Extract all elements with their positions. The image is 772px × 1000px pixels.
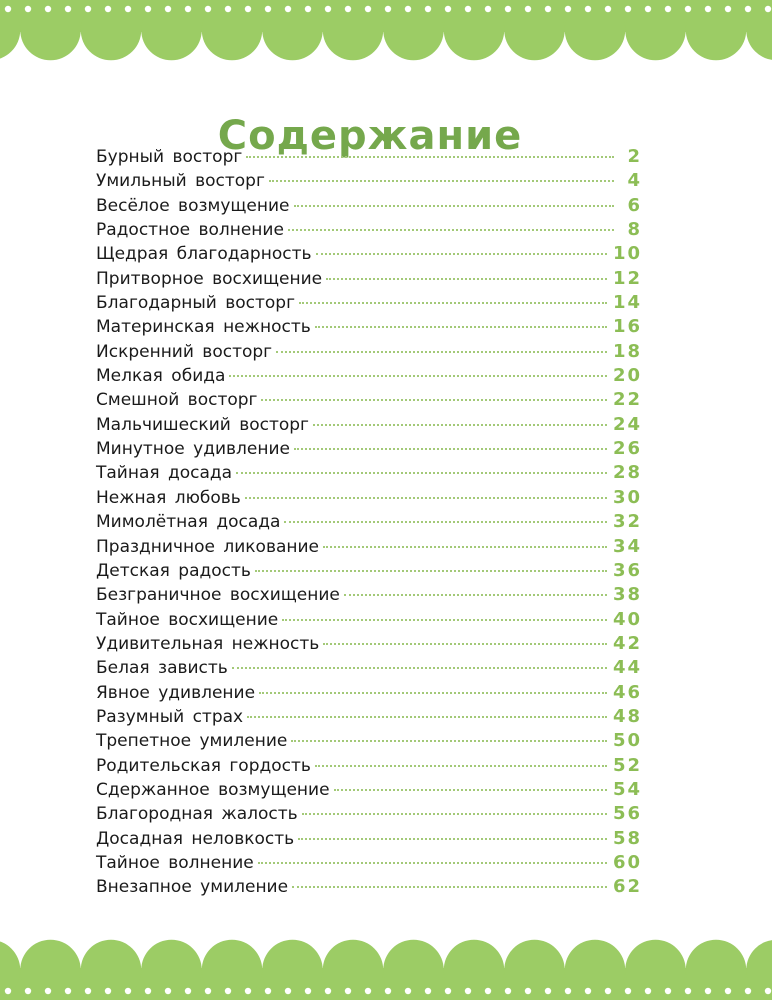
toc-entry-title: Сдержанное возмущение [96, 779, 330, 800]
toc-entry[interactable] [96, 706, 642, 730]
toc-entry-title: Трепетное умиление [96, 731, 288, 752]
toc-entry[interactable] [96, 170, 642, 194]
dot-leader [232, 667, 607, 669]
toc-page-number: 36 [612, 559, 642, 581]
toc-page-number: 16 [612, 316, 642, 338]
toc-entry[interactable] [96, 511, 642, 535]
dot-leader [258, 862, 607, 864]
toc-page-number: 22 [612, 389, 642, 411]
toc-page-number: 12 [612, 267, 642, 289]
toc-entry[interactable] [96, 633, 642, 657]
dot-leader [282, 619, 607, 621]
toc-entry[interactable] [96, 828, 642, 852]
toc-page-number: 62 [612, 876, 642, 898]
toc-entry-title: Внезапное умиление [96, 877, 289, 898]
toc-entry[interactable] [96, 243, 642, 267]
toc-entry[interactable] [96, 560, 642, 584]
dot-leader [255, 570, 607, 572]
toc-entry[interactable] [96, 316, 642, 340]
toc-page-number: 2 [627, 146, 642, 167]
dot-leader [299, 302, 607, 304]
dot-leader [276, 351, 607, 353]
toc-entry[interactable] [96, 219, 642, 243]
toc-page-number: 38 [612, 584, 642, 606]
dot-leader [294, 205, 615, 207]
toc-entry-title: Минутное удивление [96, 439, 291, 460]
toc-page-number: 28 [612, 462, 642, 484]
dot-leader [236, 472, 607, 474]
dot-leader [259, 692, 607, 694]
toc-page-number: 50 [612, 730, 642, 752]
toc-entry-title: Материнская нежность [96, 317, 311, 338]
toc-entry[interactable] [96, 609, 642, 633]
toc-entry[interactable] [96, 536, 642, 560]
toc-entry-title: Родительская гордость [96, 755, 311, 776]
toc-entry[interactable] [96, 341, 642, 365]
toc-entry-title: Белая зависть [96, 658, 228, 679]
toc-entry-title: Тайное волнение [96, 852, 254, 873]
dot-leader [291, 740, 607, 742]
table-of-contents [96, 146, 642, 901]
toc-entry[interactable] [96, 803, 642, 827]
toc-entry[interactable] [96, 195, 642, 219]
toc-entry[interactable] [96, 438, 642, 462]
toc-entry[interactable] [96, 292, 642, 316]
toc-page-number: 56 [612, 803, 642, 825]
toc-entry[interactable] [96, 779, 642, 803]
toc-entry-title: Разумный страх [96, 706, 244, 727]
toc-entry-title: Радостное волнение [96, 220, 284, 241]
dot-leader [247, 716, 607, 718]
toc-entry[interactable] [96, 876, 642, 900]
toc-entry[interactable] [96, 657, 642, 681]
top-scalloped-border [0, 0, 772, 70]
toc-entry-title: Удивительная нежность [96, 633, 320, 654]
toc-page-number: 14 [612, 292, 642, 314]
toc-entry-title: Бурный восторг [96, 147, 243, 167]
toc-page-number: 30 [612, 486, 642, 508]
dot-leader [313, 424, 607, 426]
toc-page-number: 44 [612, 657, 642, 679]
dot-leader [326, 278, 607, 280]
toc-page-number: 60 [612, 851, 642, 873]
toc-entry[interactable] [96, 730, 642, 754]
toc-entry-title: Тайная досада [96, 463, 233, 484]
toc-entry[interactable] [96, 462, 642, 486]
toc-page-number: 52 [612, 754, 642, 776]
toc-page-number: 4 [627, 170, 642, 192]
toc-page-number: 42 [612, 632, 642, 654]
toc-entry-title: Безграничное восхищение [96, 585, 340, 606]
dot-leader [316, 253, 607, 255]
toc-entry-title: Мимолётная досада [96, 512, 281, 533]
toc-entry-title: Благородная жалость [96, 804, 298, 825]
page-title: Содержание [217, 112, 523, 159]
toc-page-number: 32 [612, 511, 642, 533]
toc-entry[interactable] [96, 852, 642, 876]
dot-leader [344, 594, 607, 596]
dot-leader [261, 399, 606, 401]
toc-entry-title: Детская радость [96, 560, 251, 581]
dot-leader [315, 326, 607, 328]
toc-entry[interactable] [96, 487, 642, 511]
toc-entry[interactable] [96, 365, 642, 389]
dot-leader [284, 521, 607, 523]
toc-page-number: 40 [612, 608, 642, 630]
dot-leader [302, 813, 607, 815]
dot-leader [298, 838, 607, 840]
dot-leader [292, 886, 607, 888]
dot-leader [315, 765, 607, 767]
dot-leader [229, 375, 607, 377]
toc-entry-title: Нежная любовь [96, 487, 241, 508]
toc-page-number: 10 [612, 243, 642, 265]
dot-leader [269, 180, 614, 182]
toc-page-number: 58 [612, 827, 642, 849]
toc-entry-title: Мелкая обида [96, 366, 226, 387]
toc-entry-title: Явное удивление [96, 682, 256, 703]
toc-page-number: 6 [627, 194, 642, 216]
toc-page-number: 24 [612, 413, 642, 435]
toc-page-number: 26 [612, 438, 642, 460]
toc-entry-title: Смешной восторг [96, 390, 258, 411]
dot-leader [246, 156, 614, 158]
toc-entry[interactable] [96, 389, 642, 413]
toc-entry[interactable] [96, 584, 642, 608]
toc-page-number: 34 [612, 535, 642, 557]
toc-page-number: 54 [612, 778, 642, 800]
toc-entry-title: Мальчишеский восторг [96, 414, 309, 435]
dot-leader [245, 497, 607, 499]
toc-entry-title: Искренний восторг [96, 341, 273, 362]
toc-entry-title: Праздничное ликование [96, 536, 320, 557]
toc-entry-title: Умильный восторг [96, 171, 265, 192]
toc-entry-title: Досадная неловкость [96, 828, 295, 849]
toc-page-number: 20 [612, 365, 642, 387]
toc-page-number: 8 [627, 219, 642, 241]
dot-leader [288, 229, 614, 231]
toc-entry-title: Тайное восхищение [96, 609, 279, 630]
toc-entry[interactable] [96, 755, 642, 779]
toc-entry-title: Весёлое возмущение [96, 195, 290, 216]
bottom-scalloped-border [0, 920, 772, 1000]
toc-entry-title: Притворное восхищение [96, 268, 323, 289]
dot-leader [323, 643, 607, 645]
dot-leader [323, 546, 607, 548]
toc-page-number: 46 [612, 681, 642, 703]
toc-entry[interactable] [96, 682, 642, 706]
toc-page-number: 48 [612, 705, 642, 727]
toc-entry[interactable] [96, 146, 642, 170]
toc-entry[interactable] [96, 414, 642, 438]
toc-entry[interactable] [96, 268, 642, 292]
toc-page-number: 18 [612, 340, 642, 362]
dot-leader [294, 448, 607, 450]
toc-entry-title: Щедрая благодарность [96, 244, 312, 265]
toc-entry-title: Благодарный восторг [96, 293, 296, 314]
dot-leader [334, 789, 607, 791]
